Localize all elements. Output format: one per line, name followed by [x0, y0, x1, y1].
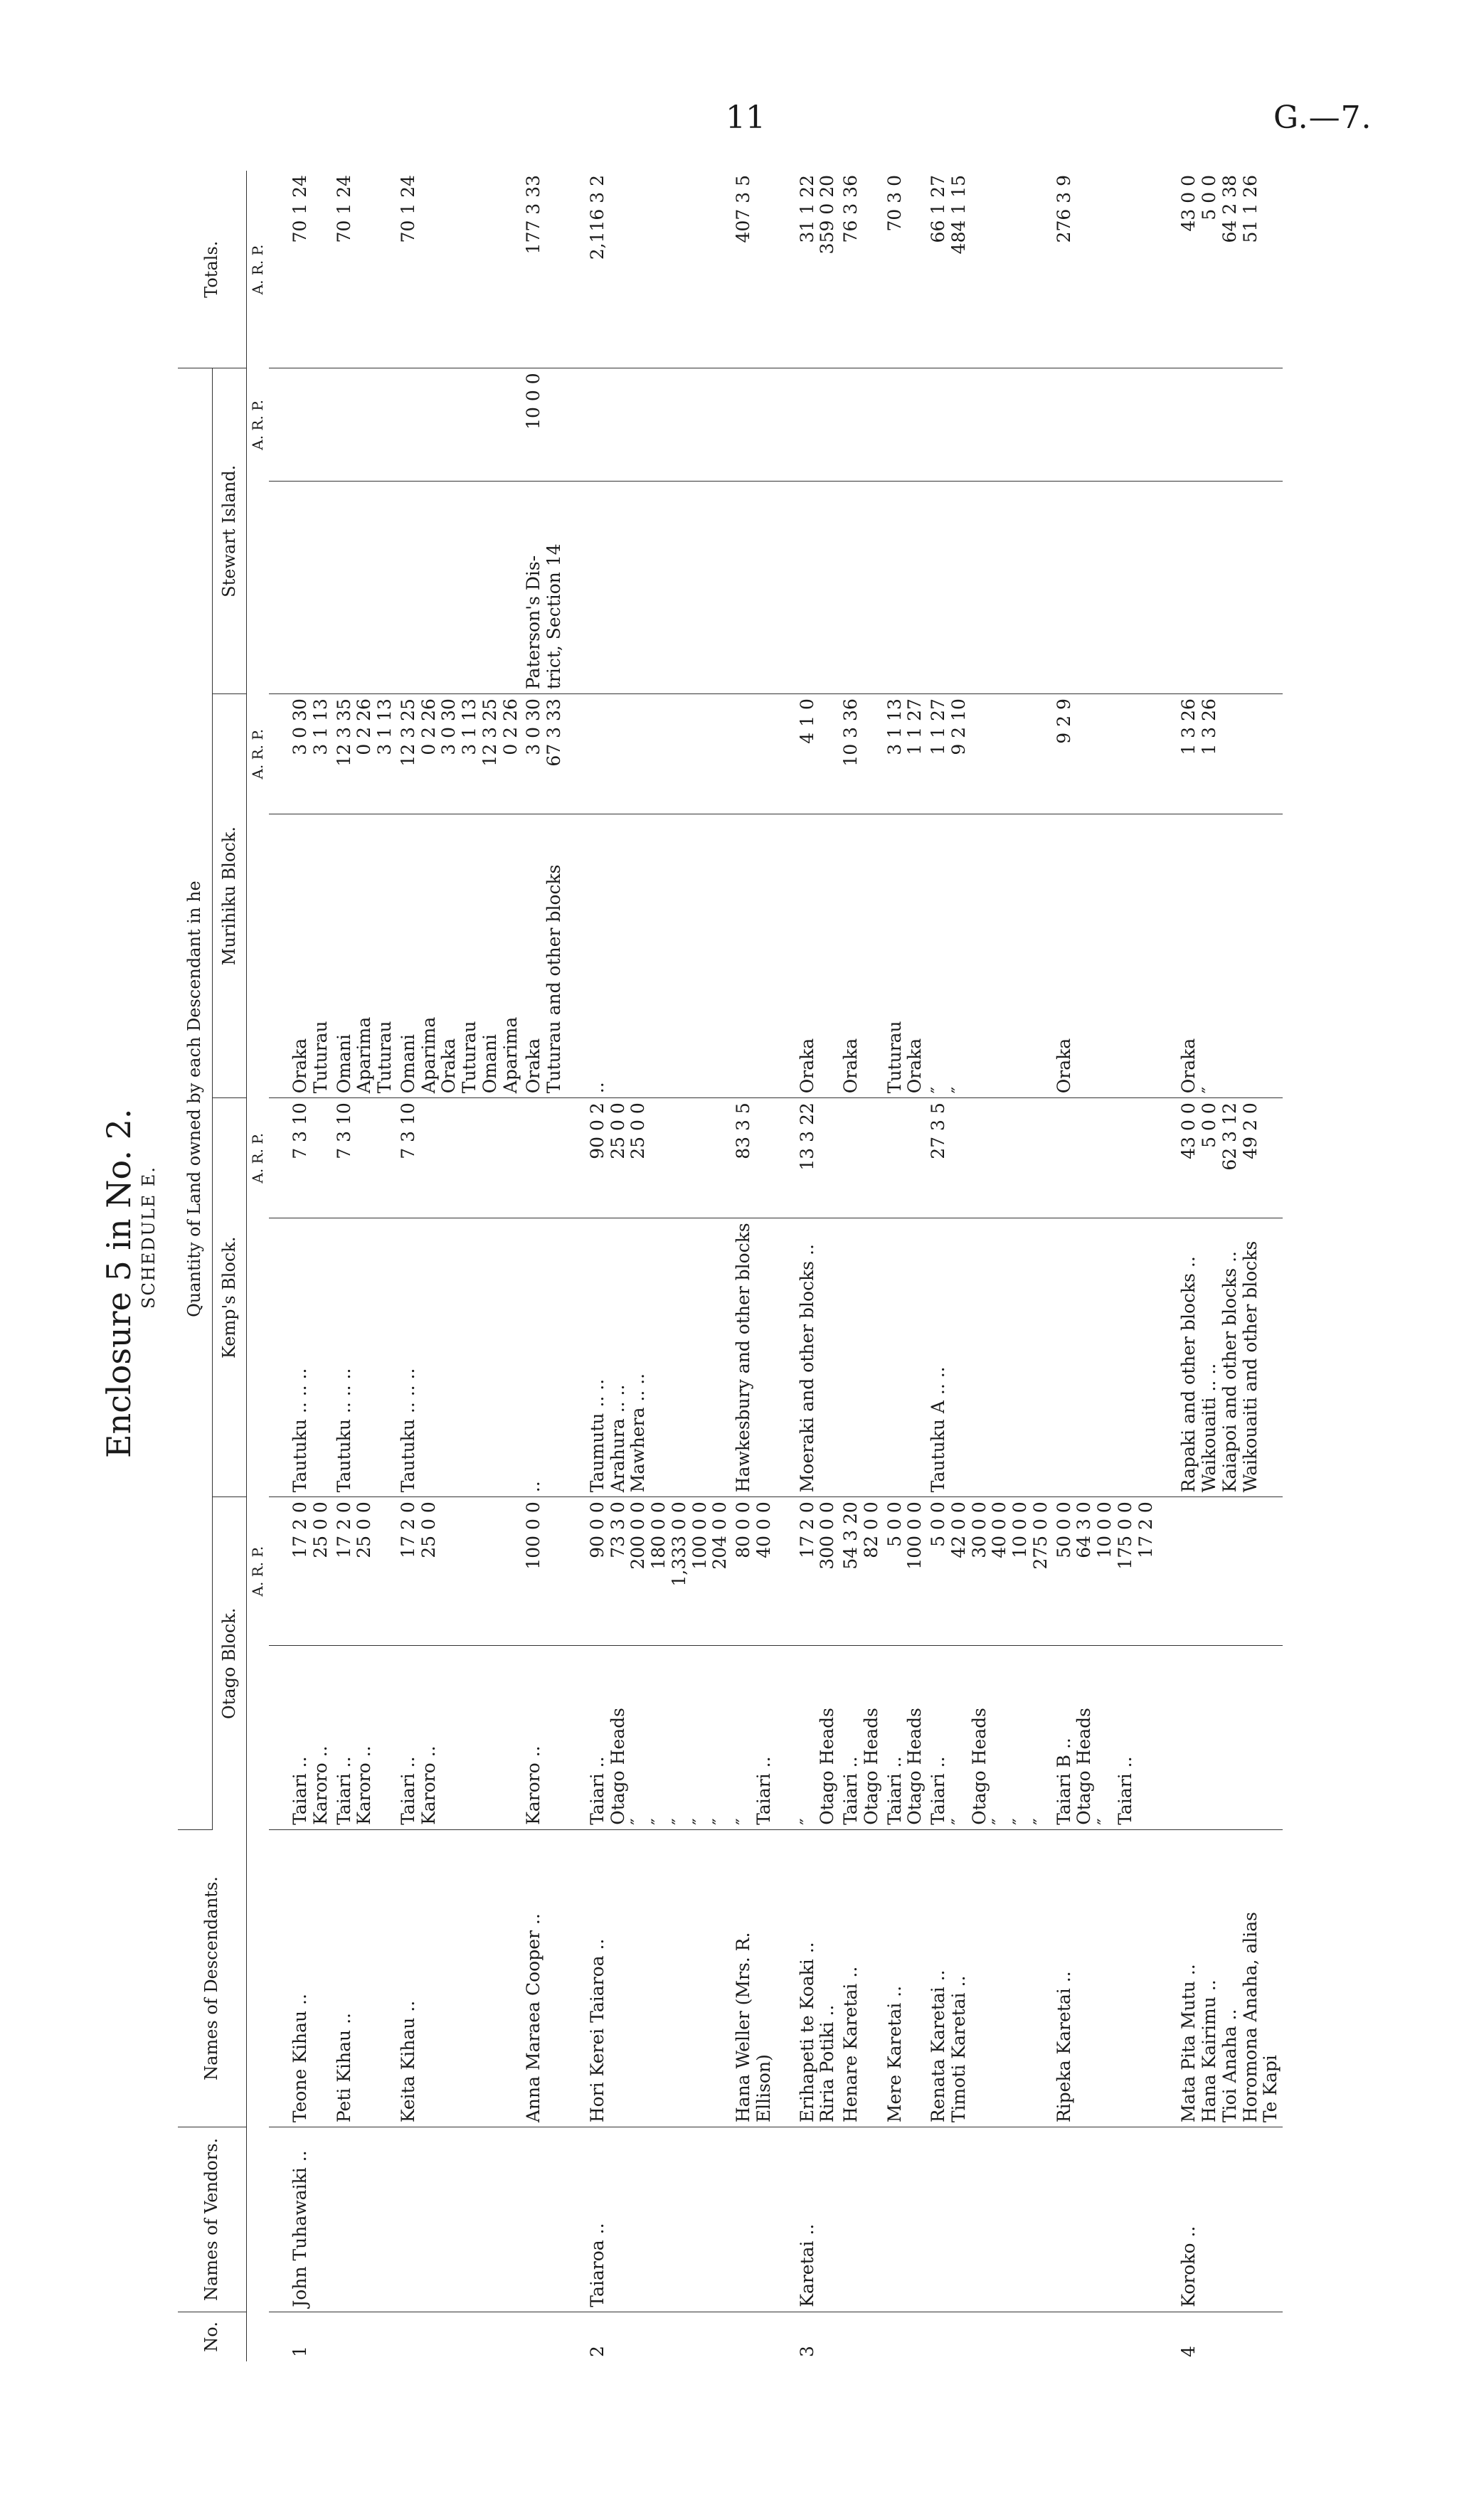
cell-otago-location: Taiari .. ″ Otago Heads ″ ″ ″ — [927, 1646, 1053, 1830]
cell-murihiku-quantity — [732, 694, 776, 814]
cell-kemp-quantity: 7 3 10 — [269, 1098, 333, 1218]
cell-no: 3 — [796, 2346, 817, 2357]
cell-total: 276 3 9 — [1053, 171, 1158, 368]
cell-stewart-quantity — [884, 368, 928, 482]
cell-kemp-location: Taumutu .. .. Arahura .. .. Mawhera .. .. — [566, 1218, 732, 1497]
cell-murihiku-location: ″ ″ — [927, 814, 1053, 1098]
units-murihiku: A. R. P. — [249, 728, 267, 780]
table-row — [1053, 171, 1158, 2361]
header-vendors: Names of Vendors. — [178, 2127, 247, 2312]
cell-kemp-quantity: 90 0 2 25 0 0 25 0 0 — [566, 1098, 732, 1218]
header-totals: Totals. — [178, 171, 247, 368]
cell-otago-location: Taiari .. Karoro .. — [333, 1646, 397, 1830]
cell-kemp-quantity: 43 0 0 5 0 0 62 3 12 49 2 0 — [1157, 1098, 1283, 1218]
cell-stewart-location — [884, 482, 928, 694]
cell-descendant: Hana Weller (Mrs. R. Ellison) — [732, 1829, 776, 2127]
cell-stewart-quantity: 10 0 0 — [522, 368, 566, 482]
enclosure-title: Enclosure 5 in No. 2. — [100, 1108, 138, 1458]
cell-no — [927, 2312, 1053, 2361]
cell-otago-location: ″ Otago Heads — [776, 1646, 840, 1830]
table-row — [397, 171, 523, 2361]
header-quantity: Quantity of Land owned by each Descendant in he — [178, 368, 212, 1829]
cell-murihiku-location: Oraka Tuturau — [269, 814, 333, 1098]
cell-kemp-location: Tautuku .. .. .. — [269, 1218, 333, 1497]
header-kemp: Kemp's Block. — [212, 1098, 247, 1497]
cell-no — [522, 2312, 566, 2361]
cell-vendor — [927, 2127, 1053, 2312]
cell-stewart-quantity — [566, 368, 732, 482]
cell-murihiku-location: Omani Aparima Tuturau — [333, 814, 397, 1098]
cell-stewart-quantity — [269, 368, 333, 482]
cell-descendant: Keita Kihau .. — [397, 1829, 523, 2127]
cell-stewart-quantity — [1053, 368, 1158, 482]
cell-descendant: Mata Pita Mutu .. Hana Kairimu .. Tioi Anaha .. Horomona Anaha, alias Te Kapi — [1157, 1829, 1283, 2127]
cell-stewart-location — [333, 482, 397, 694]
cell-otago-quantity: 5 0 0 100 0 0 — [884, 1497, 928, 1646]
cell-kemp-location: Tautuku .. .. .. — [397, 1218, 523, 1497]
cell-no — [397, 2312, 523, 2361]
cell-murihiku-location: Oraka — [776, 814, 840, 1098]
table-row — [1157, 171, 1283, 2361]
cell-kemp-quantity: 83 3 5 — [732, 1098, 776, 1218]
cell-otago-location — [1157, 1646, 1283, 1830]
cell-otago-location: Taiari .. Otago Heads — [884, 1646, 928, 1830]
units-stewart: A. R. P. — [249, 400, 267, 450]
cell-kemp-quantity: 7 3 10 — [397, 1098, 523, 1218]
cell-vendor — [522, 2127, 566, 2312]
cell-otago-location: Karoro .. — [522, 1646, 566, 1830]
cell-otago-quantity: 50 0 0 64 3 0 10 0 0 175 0 0 17 2 0 — [1053, 1497, 1158, 1646]
cell-otago-location: Taiari .. Karoro .. — [397, 1646, 523, 1830]
cell-murihiku-quantity: 3 0 30 3 1 13 — [269, 694, 333, 814]
cell-stewart-quantity — [927, 368, 1053, 482]
cell-kemp-quantity: 7 3 10 — [333, 1098, 397, 1218]
cell-murihiku-quantity — [566, 694, 732, 814]
cell-descendant: Ripeka Karetai .. — [1053, 1829, 1158, 2127]
cell-no — [333, 2312, 397, 2361]
cell-stewart-location — [1053, 482, 1158, 694]
cell-murihiku-location: Oraka — [1053, 814, 1158, 1098]
cell-no — [884, 2312, 928, 2361]
cell-murihiku-quantity: 9 2 9 — [1053, 694, 1158, 814]
cell-otago-quantity: 17 2 0 300 0 0 — [776, 1497, 840, 1646]
cell-otago-quantity: 54 3 20 82 0 0 — [839, 1497, 884, 1646]
cell-vendor — [839, 2127, 884, 2312]
cell-murihiku-quantity: 3 0 30 67 3 33 — [522, 694, 566, 814]
cell-murihiku-location: Oraka Tuturau and other blocks — [522, 814, 566, 1098]
cell-vendor: Koroko .. — [1157, 2127, 1283, 2312]
cell-kemp-quantity — [1053, 1098, 1158, 1218]
cell-kemp-quantity — [522, 1098, 566, 1218]
cell-kemp-location: Hawkesbury and other blocks — [732, 1218, 776, 1497]
table-row — [522, 171, 566, 2361]
cell-total: 70 3 0 — [884, 171, 928, 368]
cell-otago-quantity: 5 0 0 42 0 0 30 0 0 40 0 0 10 0 0 275 0 0 — [927, 1497, 1053, 1646]
page-number: 11 — [726, 100, 765, 136]
table-row — [333, 171, 397, 2361]
cell-vendor: Taiaroa .. — [566, 2127, 732, 2312]
cell-murihiku-quantity: 1 3 26 1 3 26 — [1157, 694, 1283, 814]
table-row — [732, 171, 776, 2361]
cell-descendant: Henare Karetai .. — [839, 1829, 884, 2127]
cell-descendant: Erihapeti te Koaki .. Riria Potiki .. — [776, 1829, 840, 2127]
cell-murihiku-location: Tuturau Oraka — [884, 814, 928, 1098]
cell-total: 70 1 24 — [397, 171, 523, 368]
cell-vendor: John Tuhawaiki .. — [269, 2127, 333, 2312]
cell-descendant: Renata Karetai .. Timoti Karetai .. — [927, 1829, 1053, 2127]
cell-otago-quantity: 100 0 0 — [522, 1497, 566, 1646]
cell-no — [839, 2312, 884, 2361]
cell-murihiku-quantity: 12 3 25 0 2 26 3 0 30 3 1 13 12 3 25 0 2 26 — [397, 694, 523, 814]
cell-total: 2,116 3 2 — [566, 171, 732, 368]
cell-kemp-location — [839, 1218, 884, 1497]
cell-murihiku-location: Oraka — [839, 814, 884, 1098]
cell-vendor — [732, 2127, 776, 2312]
cell-total: 43 0 0 5 0 0 64 2 38 51 1 26 — [1157, 171, 1283, 368]
cell-total: 177 3 33 — [522, 171, 566, 368]
cell-vendor — [884, 2127, 928, 2312]
cell-stewart-location — [397, 482, 523, 694]
cell-otago-quantity: 17 2 0 25 0 0 — [333, 1497, 397, 1646]
table-row — [839, 171, 884, 2361]
cell-stewart-quantity — [776, 368, 840, 482]
cell-total: 407 3 5 — [732, 171, 776, 368]
cell-otago-location: Taiari .. Karoro .. — [269, 1646, 333, 1830]
cell-otago-quantity: 17 2 0 25 0 0 — [397, 1497, 523, 1646]
cell-vendor — [333, 2127, 397, 2312]
cell-otago-quantity — [1157, 1497, 1283, 1646]
cell-otago-quantity: 17 2 0 25 0 0 — [269, 1497, 333, 1646]
cell-otago-quantity: 80 0 0 40 0 0 — [732, 1497, 776, 1646]
cell-descendant: Teone Kihau .. — [269, 1829, 333, 2127]
cell-murihiku-location: Omani Aparima Oraka Tuturau Omani Aparima — [397, 814, 523, 1098]
cell-descendant: Hori Kerei Taiaroa .. — [566, 1829, 732, 2127]
cell-kemp-location: .. — [522, 1218, 566, 1497]
header-no: No. — [178, 2312, 247, 2361]
cell-stewart-location — [1157, 482, 1283, 694]
cell-murihiku-quantity: 10 3 36 — [839, 694, 884, 814]
cell-no: 4 — [1178, 2346, 1199, 2357]
schedule-subtitle: SCHEDULE E. — [139, 1166, 159, 1309]
cell-stewart-location — [776, 482, 840, 694]
cell-kemp-location: Moeraki and other blocks .. — [776, 1218, 840, 1497]
header-otago: Otago Block. — [212, 1497, 247, 1830]
cell-kemp-quantity — [884, 1098, 928, 1218]
cell-vendor — [397, 2127, 523, 2312]
cell-stewart-location — [839, 482, 884, 694]
cell-murihiku-location: .. — [566, 814, 732, 1098]
cell-stewart-location — [269, 482, 333, 694]
cell-otago-location: Taiari .. Otago Heads ″ ″ ″ ″ ″ — [566, 1646, 732, 1830]
units-kemp: A. R. P. — [249, 1132, 267, 1184]
cell-otago-quantity: 90 0 0 73 3 0 200 0 0 180 0 0 1,333 0 0 100 0 0 204 0 0 — [566, 1497, 732, 1646]
header-stewart: Stewart Island. — [212, 368, 247, 694]
schedule-body — [269, 171, 1283, 2361]
cell-stewart-quantity — [333, 368, 397, 482]
cell-no: 2 — [586, 2346, 608, 2357]
table-row — [776, 171, 840, 2361]
cell-kemp-location: Tautuku .. .. .. — [333, 1218, 397, 1497]
cell-otago-location: ″ Taiari .. — [732, 1646, 776, 1830]
cell-stewart-location — [566, 482, 732, 694]
cell-descendant: Peti Kihau .. — [333, 1829, 397, 2127]
cell-no — [1053, 2312, 1158, 2361]
cell-stewart-location: Paterson's Dis- trict, Section 14 — [522, 482, 566, 694]
table-row — [566, 171, 732, 2361]
cell-stewart-quantity — [397, 368, 523, 482]
cell-murihiku-quantity: 12 3 35 0 2 26 3 1 13 — [333, 694, 397, 814]
cell-kemp-quantity — [839, 1098, 884, 1218]
header-descendants: Names of Descendants. — [178, 1829, 247, 2127]
cell-otago-location: Taiari B .. Otago Heads ″ Taiari .. — [1053, 1646, 1158, 1830]
table-row — [884, 171, 928, 2361]
cell-kemp-location — [1053, 1218, 1158, 1497]
cell-vendor: Karetai .. — [776, 2127, 840, 2312]
table-row — [927, 171, 1053, 2361]
header-murihiku: Murihiku Block. — [212, 694, 247, 1098]
schedule-table — [178, 171, 1283, 2361]
cell-no — [732, 2312, 776, 2361]
cell-murihiku-quantity: 1 1 27 9 2 10 — [927, 694, 1053, 814]
cell-stewart-quantity — [1157, 368, 1283, 482]
cell-total: 31 1 22 359 0 20 — [776, 171, 840, 368]
cell-stewart-quantity — [732, 368, 776, 482]
table-row — [269, 171, 333, 2361]
units-otago: A. R. P. — [249, 1546, 267, 1597]
cell-murihiku-quantity: 4 1 0 — [776, 694, 840, 814]
cell-kemp-quantity: 13 3 22 — [776, 1098, 840, 1218]
cell-vendor — [1053, 2127, 1158, 2312]
cell-kemp-location: Rapaki and other blocks .. Waikouaiti .. .. Kaiapoi and other blocks .. Waikouaiti and other blocks — [1157, 1218, 1283, 1497]
cell-stewart-location — [732, 482, 776, 694]
cell-descendant: Mere Karetai .. — [884, 1829, 928, 2127]
cell-stewart-location — [927, 482, 1053, 694]
cell-kemp-location: Tautuku A .. .. — [927, 1218, 1053, 1497]
cell-murihiku-location: Oraka ″ — [1157, 814, 1283, 1098]
units-totals: A. R. P. — [249, 244, 267, 295]
cell-total: 66 1 27 484 1 15 — [927, 171, 1053, 368]
cell-descendant: Anna Maraea Cooper .. — [522, 1829, 566, 2127]
cell-total: 70 1 24 — [333, 171, 397, 368]
cell-total: 76 3 36 — [839, 171, 884, 368]
cell-murihiku-quantity: 3 1 13 1 1 27 — [884, 694, 928, 814]
cell-murihiku-location — [732, 814, 776, 1098]
cell-total: 70 1 24 — [269, 171, 333, 368]
cell-no: 1 — [290, 2346, 311, 2357]
cell-otago-location: Taiari .. Otago Heads — [839, 1646, 884, 1830]
rotated-schedule — [100, 171, 1423, 2361]
cell-kemp-location — [884, 1218, 928, 1497]
cell-kemp-quantity: 27 3 5 — [927, 1098, 1053, 1218]
cell-stewart-quantity — [839, 368, 884, 482]
page-reference: G.—7. — [1273, 100, 1372, 136]
